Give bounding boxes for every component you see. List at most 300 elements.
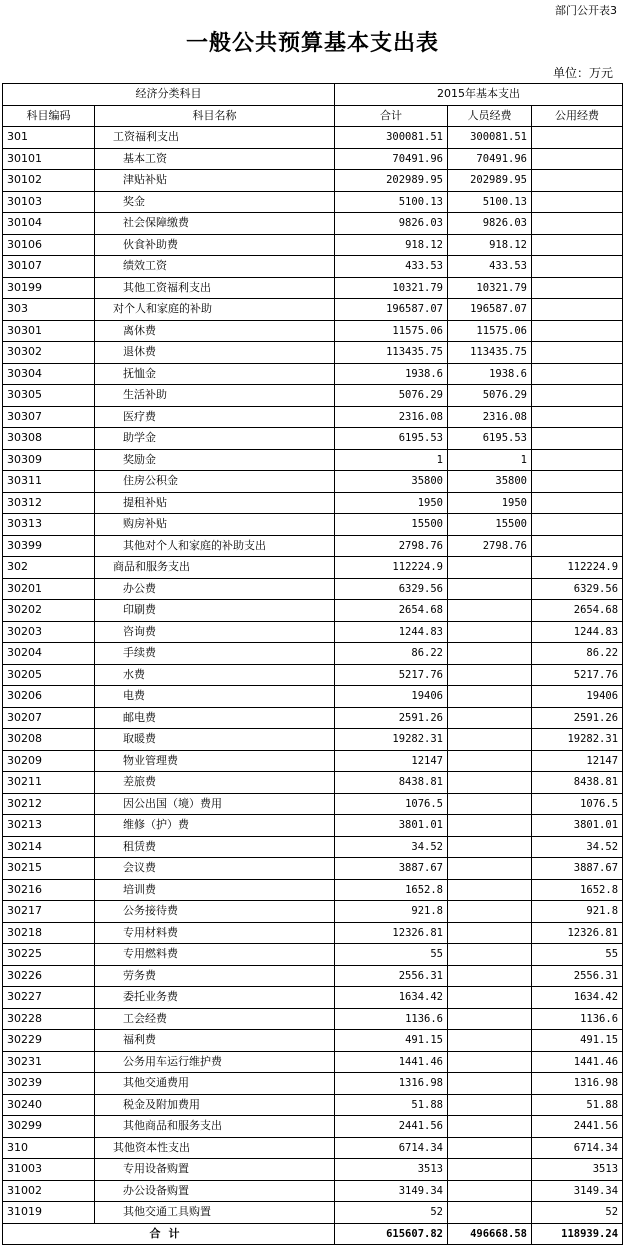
row-total: 3801.01: [335, 815, 448, 837]
row-total: 2654.68: [335, 600, 448, 622]
row-code: 30311: [3, 471, 95, 493]
row-name: 委托业务费: [95, 987, 335, 1009]
row-public: [532, 277, 623, 299]
row-total: 1634.42: [335, 987, 448, 1009]
row-public: [532, 535, 623, 557]
row-name: 手续费: [95, 643, 335, 665]
row-name: 退休费: [95, 342, 335, 364]
table-row: [3, 557, 623, 579]
row-personnel: [448, 750, 532, 772]
header-basic-expenditure: 2015年基本支出: [335, 84, 623, 106]
row-personnel: 5076.29: [448, 385, 532, 407]
row-total: 51.88: [335, 1094, 448, 1116]
row-code: 30227: [3, 987, 95, 1009]
row-total: 6329.56: [335, 578, 448, 600]
table-row: [3, 1159, 623, 1181]
row-code: 30309: [3, 449, 95, 471]
table-row: [3, 514, 623, 536]
row-public: 2556.31: [532, 965, 623, 987]
table-row: [3, 1008, 623, 1030]
row-total: 433.53: [335, 256, 448, 278]
row-name: 公务接待费: [95, 901, 335, 923]
row-public: 8438.81: [532, 772, 623, 794]
row-personnel: [448, 901, 532, 923]
table-row: [3, 707, 623, 729]
row-public: [532, 428, 623, 450]
table-row: [3, 234, 623, 256]
row-total: 1652.8: [335, 879, 448, 901]
table-row: [3, 578, 623, 600]
table-row: [3, 1030, 623, 1052]
row-personnel: [448, 578, 532, 600]
row-public: 3801.01: [532, 815, 623, 837]
row-personnel: [448, 600, 532, 622]
row-code: 30399: [3, 535, 95, 557]
row-personnel: [448, 1116, 532, 1138]
row-code: 30205: [3, 664, 95, 686]
row-personnel: [448, 621, 532, 643]
row-total: 5076.29: [335, 385, 448, 407]
row-name: 取暖费: [95, 729, 335, 751]
header-name: 科目名称: [95, 105, 335, 127]
row-name: 工会经费: [95, 1008, 335, 1030]
row-code: 30225: [3, 944, 95, 966]
row-name: 助学金: [95, 428, 335, 450]
row-personnel: [448, 858, 532, 880]
table-row: [3, 772, 623, 794]
row-name: 其他交通工具购置: [95, 1202, 335, 1224]
row-personnel: 1: [448, 449, 532, 471]
table-row: [3, 1180, 623, 1202]
row-code: 30206: [3, 686, 95, 708]
row-name: 租赁费: [95, 836, 335, 858]
row-total: 15500: [335, 514, 448, 536]
row-code: 30201: [3, 578, 95, 600]
row-public: 1076.5: [532, 793, 623, 815]
row-public: 112224.9: [532, 557, 623, 579]
row-personnel: [448, 922, 532, 944]
row-personnel: 2316.08: [448, 406, 532, 428]
header-public: 公用经费: [532, 105, 623, 127]
row-code: 30312: [3, 492, 95, 514]
row-public: 2654.68: [532, 600, 623, 622]
row-personnel: 196587.07: [448, 299, 532, 321]
row-name: 税金及附加费用: [95, 1094, 335, 1116]
row-total: 2556.31: [335, 965, 448, 987]
row-personnel: 2798.76: [448, 535, 532, 557]
row-personnel: [448, 557, 532, 579]
row-name: 社会保障缴费: [95, 213, 335, 235]
header-code: 科目编码: [3, 105, 95, 127]
row-code: 30215: [3, 858, 95, 880]
row-code: 30214: [3, 836, 95, 858]
row-personnel: [448, 1094, 532, 1116]
table-row: [3, 449, 623, 471]
row-name: 因公出国（境）费用: [95, 793, 335, 815]
row-public: 2591.26: [532, 707, 623, 729]
row-public: 2441.56: [532, 1116, 623, 1138]
row-code: 30208: [3, 729, 95, 751]
row-code: 30307: [3, 406, 95, 428]
row-public: [532, 256, 623, 278]
row-personnel: [448, 836, 532, 858]
row-personnel: 15500: [448, 514, 532, 536]
row-public: 1244.83: [532, 621, 623, 643]
table-row: [3, 428, 623, 450]
row-personnel: [448, 815, 532, 837]
table-number-label: 部门公开表3: [555, 4, 617, 17]
row-personnel: 6195.53: [448, 428, 532, 450]
row-total: 34.52: [335, 836, 448, 858]
row-total: 1: [335, 449, 448, 471]
row-code: 30313: [3, 514, 95, 536]
row-public: [532, 471, 623, 493]
row-name: 生活补助: [95, 385, 335, 407]
row-code: 31003: [3, 1159, 95, 1181]
row-name: 其他工资福利支出: [95, 277, 335, 299]
row-personnel: [448, 1180, 532, 1202]
table-row: [3, 836, 623, 858]
totals-personnel: 496668.58: [448, 1223, 532, 1245]
table-row: [3, 643, 623, 665]
row-name: 购房补贴: [95, 514, 335, 536]
row-personnel: [448, 729, 532, 751]
row-total: 35800: [335, 471, 448, 493]
row-personnel: 35800: [448, 471, 532, 493]
row-total: 918.12: [335, 234, 448, 256]
budget-table: [2, 83, 623, 1245]
row-personnel: 1950: [448, 492, 532, 514]
row-name: 其他对个人和家庭的补助支出: [95, 535, 335, 557]
table-row: [3, 922, 623, 944]
row-code: 30207: [3, 707, 95, 729]
table-row: [3, 815, 623, 837]
row-public: 1634.42: [532, 987, 623, 1009]
row-total: 1950: [335, 492, 448, 514]
table-row: [3, 600, 623, 622]
totals-label: 合计: [3, 1223, 335, 1245]
row-code: 30302: [3, 342, 95, 364]
row-total: 11575.06: [335, 320, 448, 342]
table-row: [3, 901, 623, 923]
table-row: [3, 320, 623, 342]
row-name: 电费: [95, 686, 335, 708]
row-total: 2316.08: [335, 406, 448, 428]
row-total: 10321.79: [335, 277, 448, 299]
table-row: [3, 277, 623, 299]
row-name: 专用材料费: [95, 922, 335, 944]
row-total: 113435.75: [335, 342, 448, 364]
row-code: 30305: [3, 385, 95, 407]
table-row: [3, 1094, 623, 1116]
row-public: 19282.31: [532, 729, 623, 751]
row-name: 离休费: [95, 320, 335, 342]
row-total: 5100.13: [335, 191, 448, 213]
row-name: 其他资本性支出: [95, 1137, 335, 1159]
row-code: 30240: [3, 1094, 95, 1116]
row-code: 30304: [3, 363, 95, 385]
row-public: [532, 170, 623, 192]
row-total: 55: [335, 944, 448, 966]
row-public: 12326.81: [532, 922, 623, 944]
row-total: 12147: [335, 750, 448, 772]
row-personnel: 10321.79: [448, 277, 532, 299]
row-total: 300081.51: [335, 127, 448, 149]
row-public: [532, 127, 623, 149]
row-public: 6329.56: [532, 578, 623, 600]
table-row: [3, 1202, 623, 1224]
row-public: 86.22: [532, 643, 623, 665]
row-total: 19406: [335, 686, 448, 708]
row-total: 5217.76: [335, 664, 448, 686]
row-public: 52: [532, 1202, 623, 1224]
row-name: 提租补贴: [95, 492, 335, 514]
row-public: 34.52: [532, 836, 623, 858]
row-total: 8438.81: [335, 772, 448, 794]
row-total: 12326.81: [335, 922, 448, 944]
row-public: [532, 342, 623, 364]
table-row: [3, 987, 623, 1009]
row-personnel: 113435.75: [448, 342, 532, 364]
row-public: 51.88: [532, 1094, 623, 1116]
row-personnel: 5100.13: [448, 191, 532, 213]
row-code: 30212: [3, 793, 95, 815]
table-row: [3, 363, 623, 385]
table-row: [3, 664, 623, 686]
table-row: [3, 686, 623, 708]
row-total: 2798.76: [335, 535, 448, 557]
row-code: 30216: [3, 879, 95, 901]
row-name: 物业管理费: [95, 750, 335, 772]
row-public: 1136.6: [532, 1008, 623, 1030]
row-personnel: 202989.95: [448, 170, 532, 192]
row-personnel: 70491.96: [448, 148, 532, 170]
row-name: 基本工资: [95, 148, 335, 170]
row-total: 1076.5: [335, 793, 448, 815]
header-row-group: [3, 84, 623, 106]
row-code: 30211: [3, 772, 95, 794]
row-code: 30209: [3, 750, 95, 772]
row-personnel: 433.53: [448, 256, 532, 278]
row-code: 30229: [3, 1030, 95, 1052]
row-name: 津贴补贴: [95, 170, 335, 192]
row-code: 30239: [3, 1073, 95, 1095]
row-code: 30218: [3, 922, 95, 944]
row-personnel: [448, 965, 532, 987]
row-code: 31002: [3, 1180, 95, 1202]
header-economic-category: 经济分类科目: [3, 84, 335, 106]
row-total: 1136.6: [335, 1008, 448, 1030]
row-total: 3149.34: [335, 1180, 448, 1202]
row-name: 专用设备购置: [95, 1159, 335, 1181]
row-personnel: [448, 1202, 532, 1224]
table-row: [3, 256, 623, 278]
row-name: 奖励金: [95, 449, 335, 471]
row-public: 3887.67: [532, 858, 623, 880]
table-row: [3, 191, 623, 213]
row-total: 52: [335, 1202, 448, 1224]
row-code: 30213: [3, 815, 95, 837]
row-personnel: [448, 793, 532, 815]
row-personnel: [448, 987, 532, 1009]
row-code: 30106: [3, 234, 95, 256]
row-personnel: [448, 1008, 532, 1030]
totals-row: [3, 1223, 623, 1245]
row-personnel: [448, 643, 532, 665]
row-total: 19282.31: [335, 729, 448, 751]
row-public: [532, 514, 623, 536]
row-public: [532, 148, 623, 170]
row-name: 维修（护）费: [95, 815, 335, 837]
table-row: [3, 406, 623, 428]
row-code: 30104: [3, 213, 95, 235]
row-personnel: [448, 1137, 532, 1159]
row-name: 抚恤金: [95, 363, 335, 385]
row-public: [532, 492, 623, 514]
row-name: 办公设备购置: [95, 1180, 335, 1202]
row-name: 绩效工资: [95, 256, 335, 278]
row-code: 310: [3, 1137, 95, 1159]
row-name: 差旅费: [95, 772, 335, 794]
row-name: 咨询费: [95, 621, 335, 643]
row-name: 培训费: [95, 879, 335, 901]
row-personnel: [448, 707, 532, 729]
row-personnel: [448, 1159, 532, 1181]
table-row: [3, 213, 623, 235]
row-public: 1652.8: [532, 879, 623, 901]
row-total: 2441.56: [335, 1116, 448, 1138]
row-code: 30101: [3, 148, 95, 170]
row-total: 9826.03: [335, 213, 448, 235]
row-public: [532, 299, 623, 321]
table-row: [3, 879, 623, 901]
row-public: 491.15: [532, 1030, 623, 1052]
row-public: [532, 385, 623, 407]
row-name: 邮电费: [95, 707, 335, 729]
row-public: 1441.46: [532, 1051, 623, 1073]
table-row: [3, 858, 623, 880]
row-name: 商品和服务支出: [95, 557, 335, 579]
table-row: [3, 127, 623, 149]
table-row: [3, 385, 623, 407]
row-total: 3887.67: [335, 858, 448, 880]
table-body: [3, 84, 623, 1245]
row-code: 30217: [3, 901, 95, 923]
row-name: 印刷费: [95, 600, 335, 622]
header-total: 合计: [335, 105, 448, 127]
row-code: 303: [3, 299, 95, 321]
row-name: 公务用车运行维护费: [95, 1051, 335, 1073]
row-public: [532, 213, 623, 235]
table-row: [3, 793, 623, 815]
row-code: 30107: [3, 256, 95, 278]
row-name: 对个人和家庭的补助: [95, 299, 335, 321]
row-personnel: [448, 664, 532, 686]
row-public: 3513: [532, 1159, 623, 1181]
row-name: 其他商品和服务支出: [95, 1116, 335, 1138]
row-code: 30228: [3, 1008, 95, 1030]
row-public: 6714.34: [532, 1137, 623, 1159]
row-name: 工资福利支出: [95, 127, 335, 149]
row-personnel: [448, 1030, 532, 1052]
table-row: [3, 944, 623, 966]
row-public: 1316.98: [532, 1073, 623, 1095]
row-personnel: 918.12: [448, 234, 532, 256]
row-public: [532, 363, 623, 385]
row-total: 921.8: [335, 901, 448, 923]
row-total: 202989.95: [335, 170, 448, 192]
table-row: [3, 148, 623, 170]
row-personnel: 300081.51: [448, 127, 532, 149]
header-row-columns: [3, 105, 623, 127]
row-public: [532, 320, 623, 342]
row-personnel: [448, 1073, 532, 1095]
row-code: 30202: [3, 600, 95, 622]
row-code: 30308: [3, 428, 95, 450]
table-row: [3, 1073, 623, 1095]
row-code: 30301: [3, 320, 95, 342]
row-total: 1316.98: [335, 1073, 448, 1095]
row-code: 301: [3, 127, 95, 149]
row-total: 112224.9: [335, 557, 448, 579]
table-row: [3, 1051, 623, 1073]
row-code: 30204: [3, 643, 95, 665]
row-public: [532, 234, 623, 256]
row-code: 30226: [3, 965, 95, 987]
totals-total: 615607.82: [335, 1223, 448, 1245]
row-name: 劳务费: [95, 965, 335, 987]
row-personnel: [448, 879, 532, 901]
unit-label: 单位：万元: [552, 66, 613, 80]
row-name: 奖金: [95, 191, 335, 213]
row-code: 30102: [3, 170, 95, 192]
row-public: [532, 191, 623, 213]
table-row: [3, 1116, 623, 1138]
row-personnel: 11575.06: [448, 320, 532, 342]
row-name: 其他交通费用: [95, 1073, 335, 1095]
row-public: 921.8: [532, 901, 623, 923]
table-row: [3, 965, 623, 987]
row-public: [532, 449, 623, 471]
row-public: 19406: [532, 686, 623, 708]
table-row: [3, 621, 623, 643]
row-personnel: 9826.03: [448, 213, 532, 235]
table-row: [3, 1137, 623, 1159]
row-personnel: [448, 944, 532, 966]
table-row: [3, 535, 623, 557]
row-code: 30299: [3, 1116, 95, 1138]
row-total: 70491.96: [335, 148, 448, 170]
row-name: 办公费: [95, 578, 335, 600]
table-row: [3, 299, 623, 321]
row-code: 30199: [3, 277, 95, 299]
row-name: 福利费: [95, 1030, 335, 1052]
row-code: 30203: [3, 621, 95, 643]
row-public: 12147: [532, 750, 623, 772]
row-name: 住房公积金: [95, 471, 335, 493]
row-name: 会议费: [95, 858, 335, 880]
row-name: 水费: [95, 664, 335, 686]
header-personnel: 人员经费: [448, 105, 532, 127]
row-total: 6714.34: [335, 1137, 448, 1159]
row-name: 医疗费: [95, 406, 335, 428]
row-code: 31019: [3, 1202, 95, 1224]
table-row: [3, 492, 623, 514]
row-total: 196587.07: [335, 299, 448, 321]
row-public: [532, 406, 623, 428]
table-row: [3, 471, 623, 493]
row-personnel: [448, 686, 532, 708]
